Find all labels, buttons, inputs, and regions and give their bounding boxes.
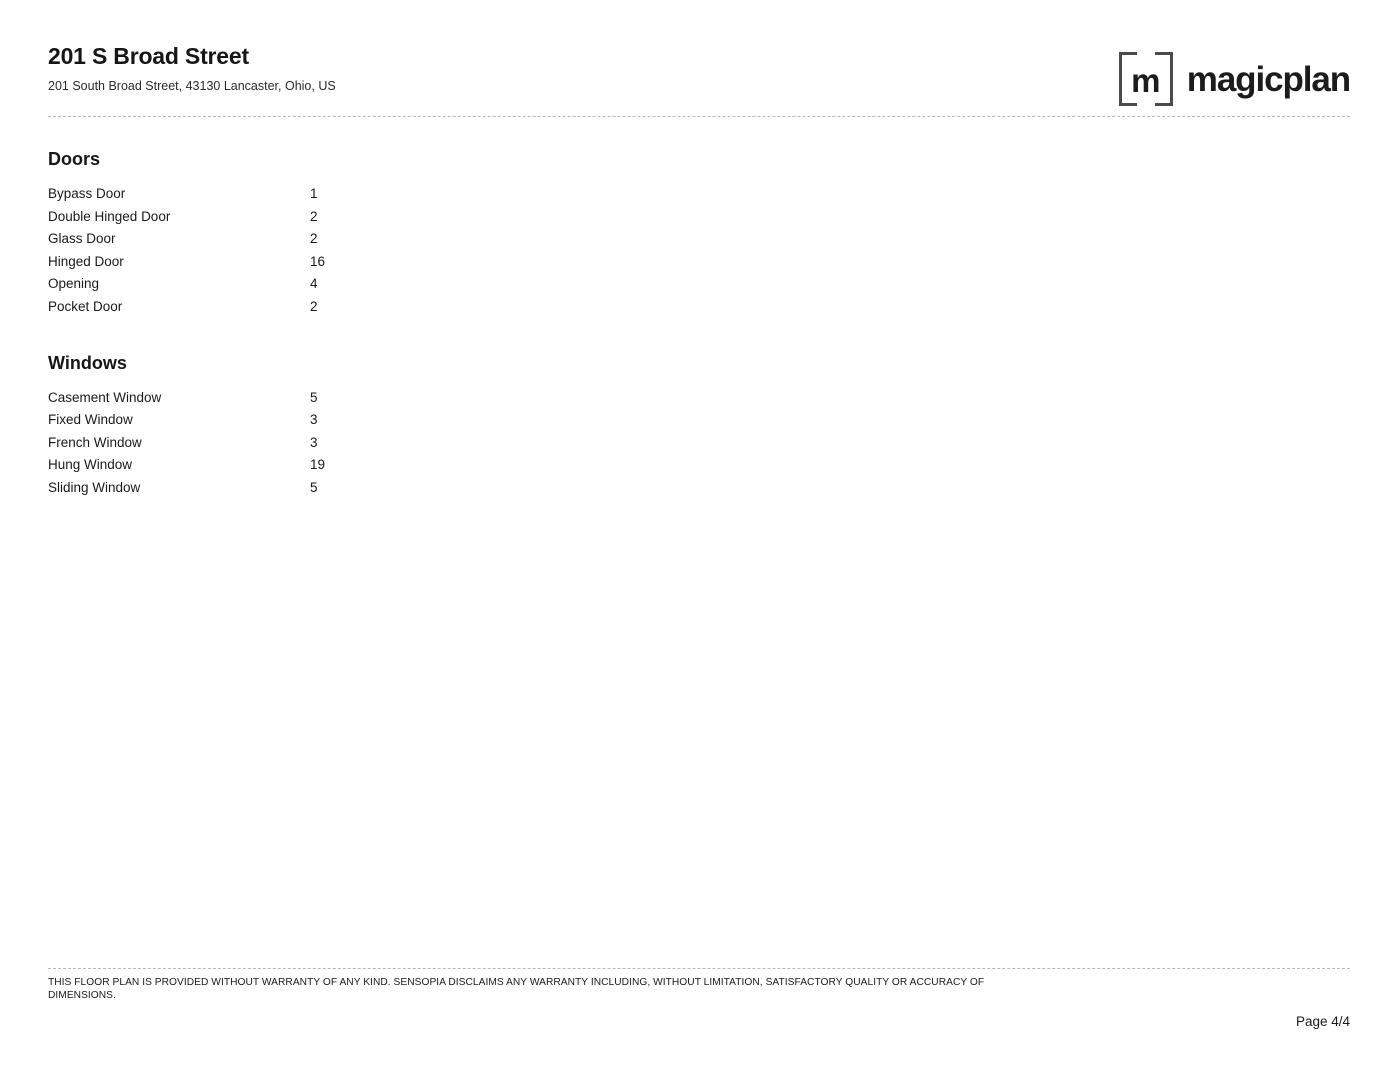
list-item xyxy=(48,231,1350,254)
list-item xyxy=(48,254,1350,277)
list-item xyxy=(48,480,1350,503)
list-item xyxy=(48,435,1350,458)
section-windows xyxy=(48,352,1350,503)
magicplan-mark-letter: m xyxy=(1131,61,1161,99)
item-label: French Window xyxy=(48,434,142,450)
item-count: 16 xyxy=(310,253,326,269)
header-divider xyxy=(48,116,1350,117)
item-label: Casement Window xyxy=(48,389,162,405)
document-body xyxy=(48,148,1350,503)
page-title: 201 S Broad Street xyxy=(48,43,249,69)
footer-divider xyxy=(48,968,1350,969)
section-title: Windows xyxy=(48,352,127,373)
section-doors xyxy=(48,148,1350,322)
item-count: 3 xyxy=(310,434,318,450)
item-count: 2 xyxy=(310,231,318,247)
item-label: Opening xyxy=(48,276,100,292)
document-footer xyxy=(48,976,1350,1029)
magicplan-wordmark: magicplan xyxy=(1186,59,1350,99)
doors-list xyxy=(48,186,1350,322)
item-label: Sliding Window xyxy=(48,479,141,495)
item-label: Fixed Window xyxy=(48,412,133,428)
magicplan-logo xyxy=(1119,52,1350,106)
list-item xyxy=(48,457,1350,480)
item-label: Glass Door xyxy=(48,231,116,247)
item-count: 2 xyxy=(310,208,318,224)
item-label: Hung Window xyxy=(48,457,133,473)
list-item xyxy=(48,299,1350,322)
page-number: Page 4/4 xyxy=(1295,1014,1350,1029)
item-label: Bypass Door xyxy=(48,186,126,201)
item-count: 1 xyxy=(310,186,318,201)
list-item xyxy=(48,186,1350,209)
list-item xyxy=(48,412,1350,435)
item-count: 5 xyxy=(310,389,318,405)
item-label: Hinged Door xyxy=(48,253,124,269)
list-item xyxy=(48,390,1350,413)
item-count: 5 xyxy=(310,479,318,495)
item-label: Pocket Door xyxy=(48,298,123,314)
item-count: 19 xyxy=(310,457,326,473)
section-title: Doors xyxy=(48,149,101,169)
item-count: 4 xyxy=(310,276,318,292)
windows-list xyxy=(48,390,1350,503)
item-count: 2 xyxy=(310,298,318,314)
disclaimer-text: THIS FLOOR PLAN IS PROVIDED WITHOUT WARRANTY OF ANY KIND. SENSOPIA DISCLAIMS ANY WARRANTY INCLUDING, WITHOUT LIMITATION, SATISFACTORY QUALITY OR ACCURACY OF DIMENSIONS. xyxy=(48,977,985,1001)
list-item xyxy=(48,276,1350,299)
magicplan-mark-icon xyxy=(1119,52,1173,106)
list-item xyxy=(48,209,1350,232)
property-address: 201 South Broad Street, 43130 Lancaster, Ohio, US xyxy=(48,79,336,93)
document-header xyxy=(48,42,1350,114)
item-count: 3 xyxy=(310,412,318,428)
item-label: Double Hinged Door xyxy=(48,208,171,224)
